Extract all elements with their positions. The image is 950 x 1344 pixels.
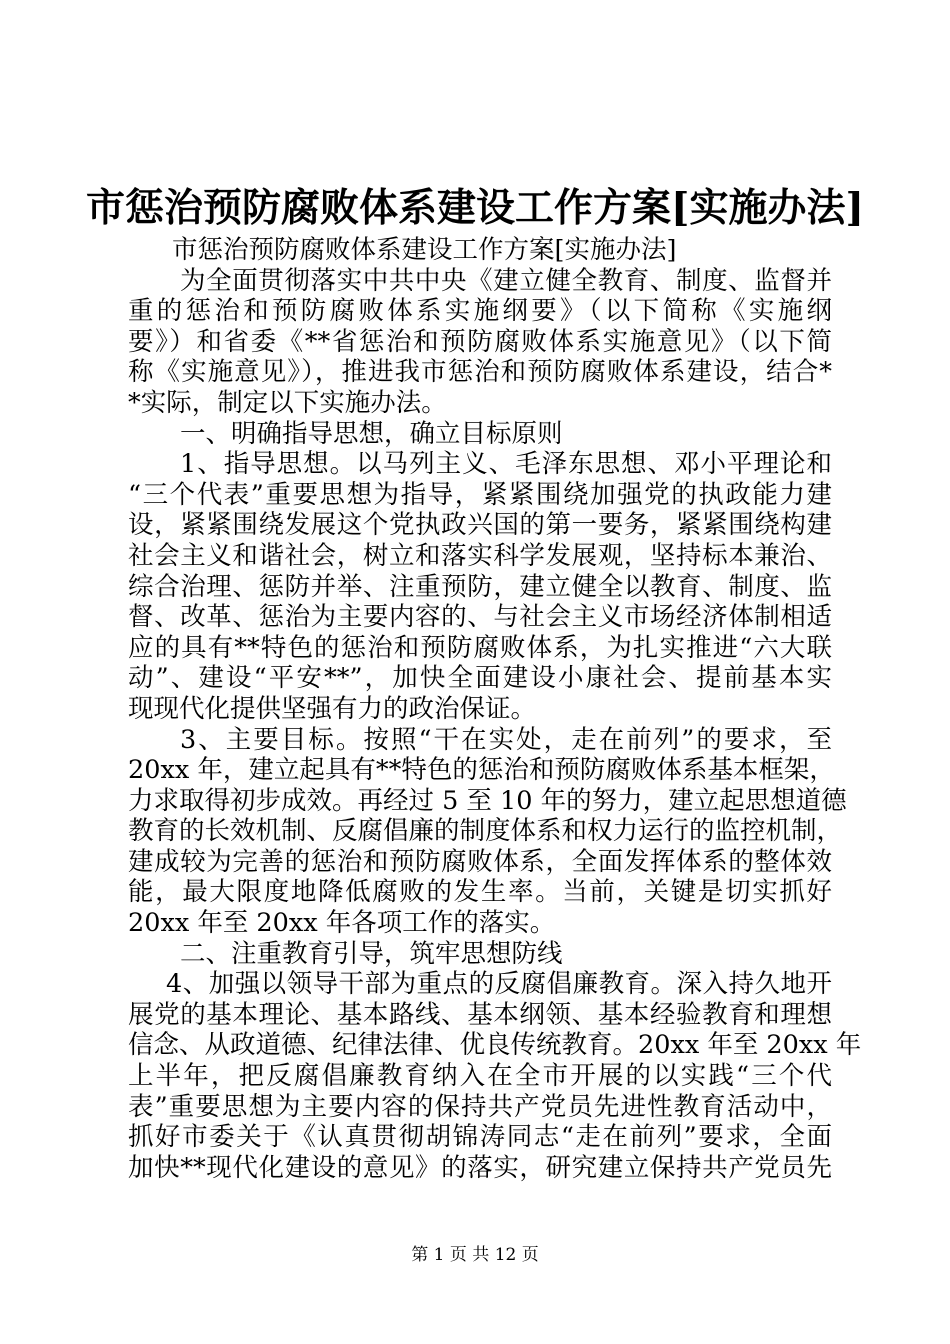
paragraph-line: 设，紧紧围绕发展这个党执政兴国的第一要务，紧紧围绕构建 [128, 510, 832, 541]
paragraph-line: 称《实施意见》），推进我市惩治和预防腐败体系建设，结合* [128, 357, 832, 388]
paragraph-line: 表”重要思想为主要内容的保持共产党员先进性教育活动中， [128, 1091, 832, 1122]
paragraph-line: 为全面贯彻落实中共中央《建立健全教育、制度、监督并 [180, 265, 832, 296]
paragraph-line: 20xx 年，建立起具有**特色的惩治和预防腐败体系基本框架， [128, 755, 835, 786]
paragraph-line: 建成较为完善的惩治和预防腐败体系，全面发挥体系的整体效 [128, 846, 832, 877]
paragraph-line: 社会主义和谐社会，树立和落实科学发展观，坚持标本兼治、 [128, 540, 832, 571]
section-heading: 一、明确指导思想，确立目标原则 [180, 418, 563, 449]
paragraph-line: 要》）和省委《**省惩治和预防腐败体系实施意见》（以下简 [128, 326, 832, 357]
paragraph-line: 抓好市委关于《认真贯彻胡锦涛同志“走在前列”要求，全面 [128, 1122, 832, 1153]
paragraph-line: 3、主要目标。按照“干在实处，走在前列”的要求，至 [180, 724, 832, 755]
document-title: 市惩治预防腐败体系建设工作方案[实施办法] [86, 185, 864, 231]
paragraph-line: 督、改革、惩治为主要内容的、与社会主义市场经济体制相适 [128, 602, 832, 633]
paragraph-line: *实际，制定以下实施办法。 [128, 387, 447, 418]
paragraph-line: 4、加强以领导干部为重点的反腐倡廉教育。深入持久地开 [166, 969, 832, 1000]
paragraph-line: 应的具有**特色的惩治和预防腐败体系，为扎实推进“六大联 [128, 632, 832, 663]
paragraph-line: 上半年，把反腐倡廉教育纳入在全市开展的以实践“三个代 [128, 1061, 832, 1092]
paragraph-line: 力求取得初步成效。再经过 5 至 10 年的努力，建立起思想道德 [128, 785, 847, 816]
paragraph-line: 能，最大限度地降低腐败的发生率。当前，关键是切实抓好 [128, 877, 832, 908]
section-heading: 二、注重教育引导，筑牢思想防线 [180, 938, 563, 969]
document-body [128, 235, 862, 1183]
paragraph-line: 教育的长效机制、反腐倡廉的制度体系和权力运行的监控机制， [128, 816, 843, 847]
paragraph-line: “三个代表”重要思想为指导，紧紧围绕加强党的执政能力建 [128, 479, 832, 510]
subtitle-line: 市惩治预防腐败体系建设工作方案[实施办法] [172, 235, 677, 265]
paragraph-line: 加快**现代化建设的意见》的落实，研究建立保持共产党员先 [128, 1152, 832, 1183]
paragraph-line: 综合治理、惩防并举、注重预防，建立健全以教育、制度、监 [128, 571, 832, 602]
paragraph-line: 1、指导思想。以马列主义、毛泽东思想、邓小平理论和 [180, 449, 832, 480]
paragraph-line: 重的惩治和预防腐败体系实施纲要》（以下简称《实施纲 [128, 296, 832, 327]
paragraph-line: 信念、从政道德、纪律法律、优良传统教育。20xx 年至 20xx 年 [128, 1030, 862, 1061]
paragraph-line: 展党的基本理论、基本路线、基本纲领、基本经验教育和理想 [128, 999, 832, 1030]
paragraph-line: 现现代化提供坚强有力的政治保证。 [128, 693, 537, 724]
page-footer: 第 1 页 共 12 页 [411, 1245, 539, 1265]
paragraph-line: 动”、建设“平安**”，加快全面建设小康社会、提前基本实 [128, 663, 832, 694]
paragraph-line: 20xx 年至 20xx 年各项工作的落实。 [128, 908, 556, 939]
